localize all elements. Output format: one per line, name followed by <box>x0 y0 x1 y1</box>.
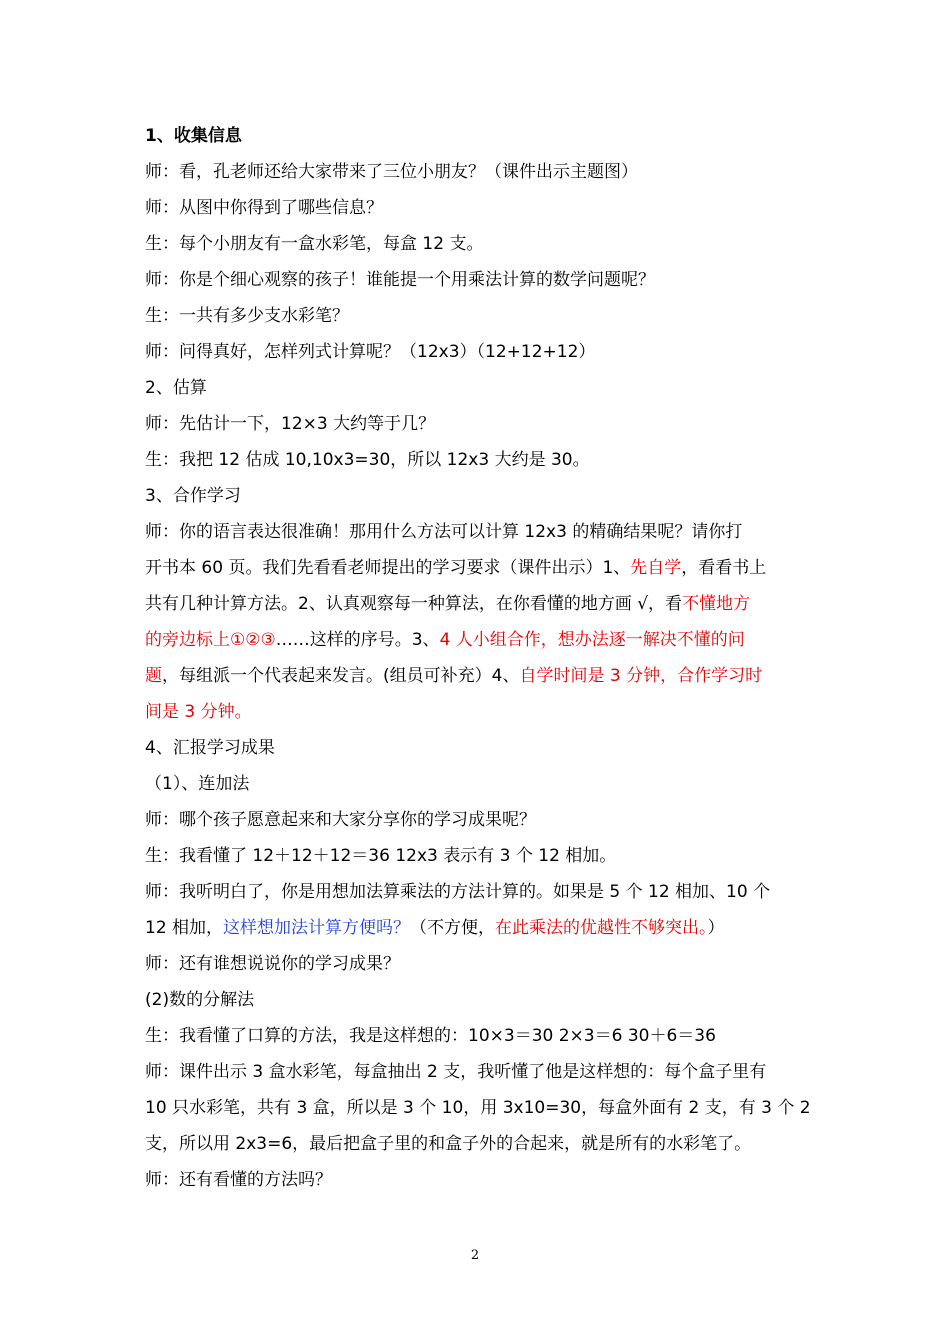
dialogue-line: 生：一共有多少支水彩笔？ <box>145 306 349 326</box>
section-heading-estimate: 2、估算 <box>145 378 207 398</box>
paragraph-text: ……这样的序号。3、 <box>275 630 440 650</box>
red-emphasis-text: 自学时间是 3 分钟，合作学习时 <box>519 666 763 686</box>
dialogue-line: 生：我看懂了口算的方法，我是这样想的：10×3＝30 2×3＝6 30＋6＝36 <box>145 1026 716 1046</box>
paragraph-text: 共有几种计算方法。2、认真观察每一种算法，在你看懂的地方画 √，看 <box>145 594 683 614</box>
dialogue-line: 生：每个小朋友有一盒水彩笔，每盒 12 支。 <box>145 234 484 254</box>
blue-question-text: 这样想加法计算方便吗？ <box>223 918 411 938</box>
paragraph-text: 开书本 60 页。我们先看看老师提出的学习要求（课件出示）1、 <box>145 558 631 578</box>
dialogue-line <box>145 910 825 946</box>
dialogue-line: 师：哪个孩子愿意起来和大家分享你的学习成果呢？ <box>145 810 536 830</box>
paragraph-line <box>145 658 825 694</box>
lesson-content <box>145 118 825 1198</box>
paragraph-line <box>145 550 825 586</box>
dialogue-line: 师：我听明白了，你是用想加法算乘法的方法计算的。如果是 5 个 12 相加、10 个 <box>145 882 771 902</box>
red-emphasis-text: 题 <box>145 666 162 686</box>
paragraph-line <box>145 694 825 730</box>
subheading-decomposition-method: (2)数的分解法 <box>145 990 255 1010</box>
dialogue-line: 师：还有谁想说说你的学习成果？ <box>145 954 400 974</box>
dialogue-line: 支，所以用 2x3=6，最后把盒子里的和盒子外的合起来，就是所有的水彩笔了。 <box>145 1134 752 1154</box>
paragraph-line <box>145 586 825 622</box>
paragraph-text: （不方便， <box>410 918 496 938</box>
paragraph-line <box>145 622 825 658</box>
section-heading-cooperative-learning: 3、合作学习 <box>145 486 241 506</box>
paragraph-text: ，每组派一个代表起来发言。(组员可补充）4、 <box>162 666 520 686</box>
section-heading-report-results: 4、汇报学习成果 <box>145 738 275 758</box>
red-emphasis-text: 的旁边标上①②③ <box>145 630 276 650</box>
dialogue-line: 师：问得真好，怎样列式计算呢？（12x3）（12+12+12） <box>145 342 596 362</box>
dialogue-line: 师：你是个细心观察的孩子！谁能提一个用乘法计算的数学问题呢？ <box>145 270 655 290</box>
paragraph-text: ，看看书上 <box>681 558 767 578</box>
red-emphasis-text: 在此乘法的优越性不够突出。 <box>495 918 708 938</box>
page-number: 2 <box>470 1248 480 1263</box>
paragraph-line: 师：你的语言表达很准确！那用什么方法可以计算 12x3 的精确结果呢？请你打 <box>145 522 743 542</box>
red-emphasis-text: 间是 3 分钟。 <box>145 702 252 722</box>
dialogue-line: 师：从图中你得到了哪些信息？ <box>145 198 383 218</box>
subheading-addition-method: （1）、连加法 <box>145 774 250 794</box>
red-emphasis-text: 先自学 <box>630 558 682 578</box>
dialogue-line: 师：课件出示 3 盒水彩笔，每盒抽出 2 支，我听懂了他是这样想的：每个盒子里有 <box>145 1062 767 1082</box>
dialogue-line: 生：我看懂了 12＋12＋12＝36 12x3 表示有 3 个 12 相加。 <box>145 846 617 866</box>
dialogue-line: 师：看，孔老师还给大家带来了三位小朋友？（课件出示主题图） <box>145 162 638 182</box>
section-heading-collect-info: 1、收集信息 <box>145 126 242 146</box>
paragraph-text: ） <box>707 918 725 938</box>
dialogue-line: 师：先估计一下，12×3 大约等于几？ <box>145 414 436 434</box>
dialogue-line: 10 只水彩笔，共有 3 盒，所以是 3 个 10，用 3x10=30，每盒外面有 2 支，有 3 个 2 <box>145 1098 811 1118</box>
red-emphasis-text: 不懂地方 <box>682 594 751 614</box>
dialogue-line: 生：我把 12 估成 10,10x3=30，所以 12x3 大约是 30。 <box>145 450 590 470</box>
paragraph-text: 12 相加， <box>145 918 224 938</box>
dialogue-line: 师：还有看懂的方法吗？ <box>145 1170 332 1190</box>
red-emphasis-text: 4 人小组合作，想办法逐一解决不懂的问 <box>439 630 745 650</box>
